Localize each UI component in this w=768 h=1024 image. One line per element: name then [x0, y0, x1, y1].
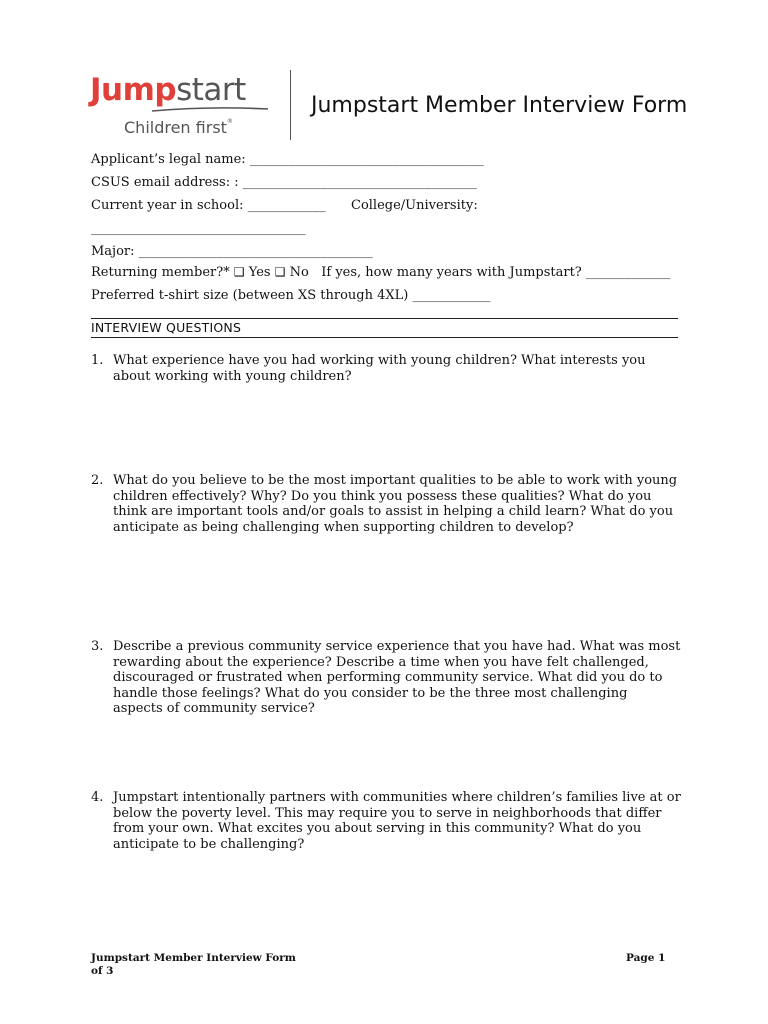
- email-field[interactable]: CSUS email address: : ____________________________________: [91, 175, 477, 190]
- returning-member-row: [91, 265, 670, 280]
- page-title: Jumpstart Member Interview Form: [311, 93, 688, 118]
- college-field[interactable]: _________________________________: [91, 221, 306, 236]
- years-with-jumpstart-field[interactable]: If yes, how many years with Jumpstart? _____________: [321, 265, 671, 280]
- major-field[interactable]: Major: ____________________________________: [91, 244, 373, 259]
- jumpstart-logo: [88, 68, 273, 142]
- no-label: No: [289, 265, 309, 280]
- section-rule-bottom: [91, 337, 678, 338]
- question-number: 1.: [91, 353, 104, 368]
- logo-tagline: Children first®: [124, 118, 233, 137]
- section-rule-top: [91, 318, 678, 319]
- footer-page-number: Page 1: [626, 952, 666, 964]
- logo-wordmark: Jumpstart: [90, 72, 246, 108]
- returning-member-label: Returning member?*: [91, 265, 230, 280]
- legal-name-field[interactable]: Applicant’s legal name: ____________________________________: [91, 152, 484, 167]
- question-number: 2.: [91, 473, 104, 488]
- logo-swoosh-icon: [150, 104, 270, 114]
- question-text: Jumpstart intentionally partners with communities where children’s families live at or below the poverty level. This may require you to serve in neighborhoods that differ from your own. What excites you about serving in this community? What do you anticipate to be challenging?: [113, 790, 681, 852]
- section-heading: INTERVIEW QUESTIONS: [91, 320, 242, 335]
- question-text: What experience have you had working with young children? What interests you about working with young children?: [113, 353, 646, 384]
- question-number: 4.: [91, 790, 104, 805]
- question-number: 3.: [91, 639, 104, 654]
- no-checkbox[interactable]: ❑: [274, 265, 286, 279]
- year-in-school-field[interactable]: Current year in school: ____________: [91, 198, 326, 213]
- question-text: Describe a previous community service experience that you have had. What was most rewarding about the experience? Describe a time when you have felt challenged, discouraged or frustrated when performing community service. What did you do to handle those feelings? What do you consider to be the three most challenging aspects of community service?: [113, 639, 681, 716]
- college-label: College/University:: [351, 198, 478, 213]
- tshirt-size-field[interactable]: Preferred t-shirt size (between XS through 4XL) ____________: [91, 288, 491, 303]
- question-text: What do you believe to be the most important qualities to be able to work with young children effectively? Why? Do you think you possess these qualities? What do you think are important tools and/or goals to assist in helping a child learn? What do you anticipate as being challenging when supporting children to develop?: [113, 473, 678, 535]
- footer-doc-title: Jumpstart Member Interview Form of 3: [91, 952, 296, 977]
- yes-label: Yes: [248, 265, 271, 280]
- yes-checkbox[interactable]: ❑: [233, 265, 245, 279]
- header-divider: [290, 70, 291, 140]
